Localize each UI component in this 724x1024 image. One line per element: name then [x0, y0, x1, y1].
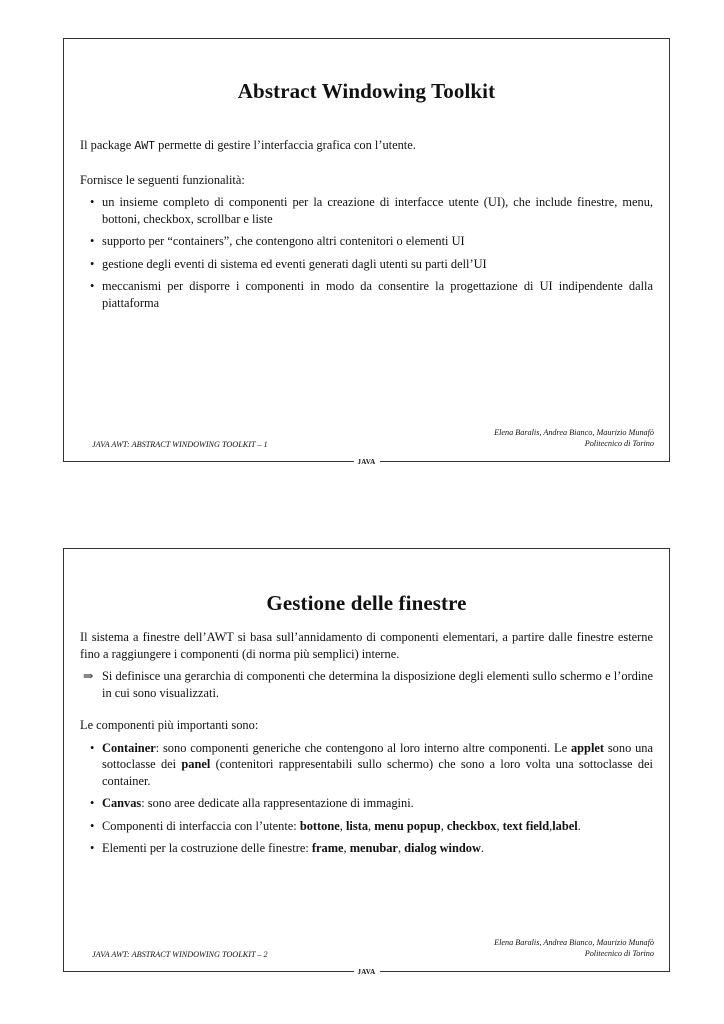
slide-body — [80, 629, 653, 863]
list-item — [80, 194, 653, 227]
functionalities-lead: Fornisce le seguenti funzionalità: — [80, 172, 245, 187]
list-item — [80, 256, 653, 273]
slide-1 — [63, 38, 670, 466]
institution-text: Politecnico di Torino — [584, 439, 654, 448]
bullet-icon: • — [90, 256, 95, 271]
functionalities-list — [80, 194, 653, 311]
slide-body — [80, 137, 653, 317]
intro-suffix: permette di gestire l’interfaccia grafica con l’utente. — [155, 138, 416, 152]
bullet-icon: • — [90, 279, 95, 293]
bullet-icon: • — [90, 234, 95, 248]
list-item-text: un insieme completo di componenti per la creazione di interfacce utente (UI), che include finestre, menu, bottoni, checkbox, scrollbar e liste — [102, 195, 653, 226]
components-list — [80, 740, 653, 857]
intro-paragraph: Il sistema a finestre dell’AWT si basa sull’annidamento di componenti elementari, a partire dalle finestre esterne fino a raggiungere i componenti (di norma più semplici) interne. — [80, 630, 653, 661]
term-lista: lista — [345, 818, 369, 833]
list-item-text: meccanismi per disporre i componenti in modo da consentire la progettazione di UI indipendente dalla piattaforma — [102, 279, 653, 310]
authors-text: Elena Baralis, Andrea Bianco, Maurizio Munafò — [494, 428, 654, 437]
term-canvas: Canvas — [102, 796, 142, 810]
bullet-icon: • — [90, 195, 95, 209]
footer-authors — [494, 427, 654, 449]
intro-paragraph — [80, 137, 653, 156]
separator: , — [440, 818, 447, 833]
footer-slide-label: JAVA AWT: ABSTRACT WINDOWING TOOLKIT – 1 — [92, 440, 268, 449]
authors-text: Elena Baralis, Andrea Bianco, Maurizio Munafò — [494, 938, 654, 947]
end-punctuation: . — [480, 841, 485, 855]
bullet-icon: • — [90, 841, 95, 855]
separator: , — [397, 841, 405, 855]
term-checkbox: checkbox — [446, 818, 497, 833]
term-menu-popup: menu popup — [374, 818, 441, 833]
list-item-text: gestione degli eventi di sistema ed eventi generati dagli utenti su parti dell’UI — [102, 256, 487, 271]
term-container: Container — [102, 740, 156, 755]
term-label: label — [552, 818, 578, 833]
list-item-container — [80, 740, 653, 790]
implication-text: Si definisce una gerarchia di componenti che determina la disposizione degli elementi sullo schermo e l’ordine in cui sono visualizzati. — [102, 669, 653, 700]
list-item — [80, 278, 653, 311]
term-bottone: bottone — [299, 818, 340, 833]
bottom-tag: JAVA — [353, 967, 379, 977]
slide-2 — [63, 548, 670, 976]
bullet-icon: • — [90, 796, 95, 810]
code-awt: AWT — [134, 140, 156, 153]
ui-prefix: Componenti di interfaccia con l’utente: — [102, 818, 300, 833]
separator: , — [343, 841, 350, 855]
container-text-3: (contenitori rappresentabili sullo schermo) che sono a loro volta una sottoclasse dei container. — [102, 757, 653, 788]
separator: , — [368, 818, 375, 833]
term-panel: panel — [181, 757, 211, 771]
canvas-text: : sono aree dedicate alla rappresentazione di immagini. — [141, 796, 414, 810]
separator: , — [496, 818, 503, 833]
slide-title: Abstract Windowing Toolkit — [237, 79, 496, 103]
list-item-canvas — [80, 795, 653, 812]
intro-prefix: Il package — [80, 138, 135, 152]
container-text-2: sono una sottoclasse dei — [102, 740, 653, 771]
term-applet: applet — [570, 740, 605, 755]
institution-text: Politecnico di Torino — [584, 949, 654, 958]
bottom-tag: JAVA — [353, 457, 379, 467]
windows-prefix: Elementi per la costruzione delle finestre: — [102, 841, 312, 855]
bullet-icon: • — [90, 740, 95, 755]
list-item-text: supporto per “containers”, che contengono altri contenitori o elementi UI — [102, 234, 465, 248]
footer-authors — [494, 937, 654, 959]
footer-slide-label: JAVA AWT: ABSTRACT WINDOWING TOOLKIT – 2 — [92, 950, 268, 959]
implies-arrow-icon: ⇒ — [83, 669, 94, 683]
separator: , — [549, 818, 553, 833]
components-lead: Le componenti più importanti sono: — [80, 718, 259, 732]
term-frame: frame — [311, 841, 344, 855]
implication-paragraph — [80, 668, 653, 701]
list-item — [80, 233, 653, 250]
list-item-window-elements — [80, 840, 653, 857]
term-text-field: text field — [502, 818, 550, 833]
container-text-1: : sono componenti generiche che contengono al loro interno altre componenti. Le — [155, 740, 571, 755]
end-punctuation: . — [577, 818, 581, 833]
term-menubar: menubar — [349, 841, 398, 855]
separator: , — [339, 818, 346, 833]
term-dialog-window: dialog window — [404, 841, 481, 855]
bullet-icon: • — [90, 818, 95, 833]
list-item-ui-components — [80, 818, 653, 835]
slide-title: Gestione delle finestre — [266, 591, 467, 615]
